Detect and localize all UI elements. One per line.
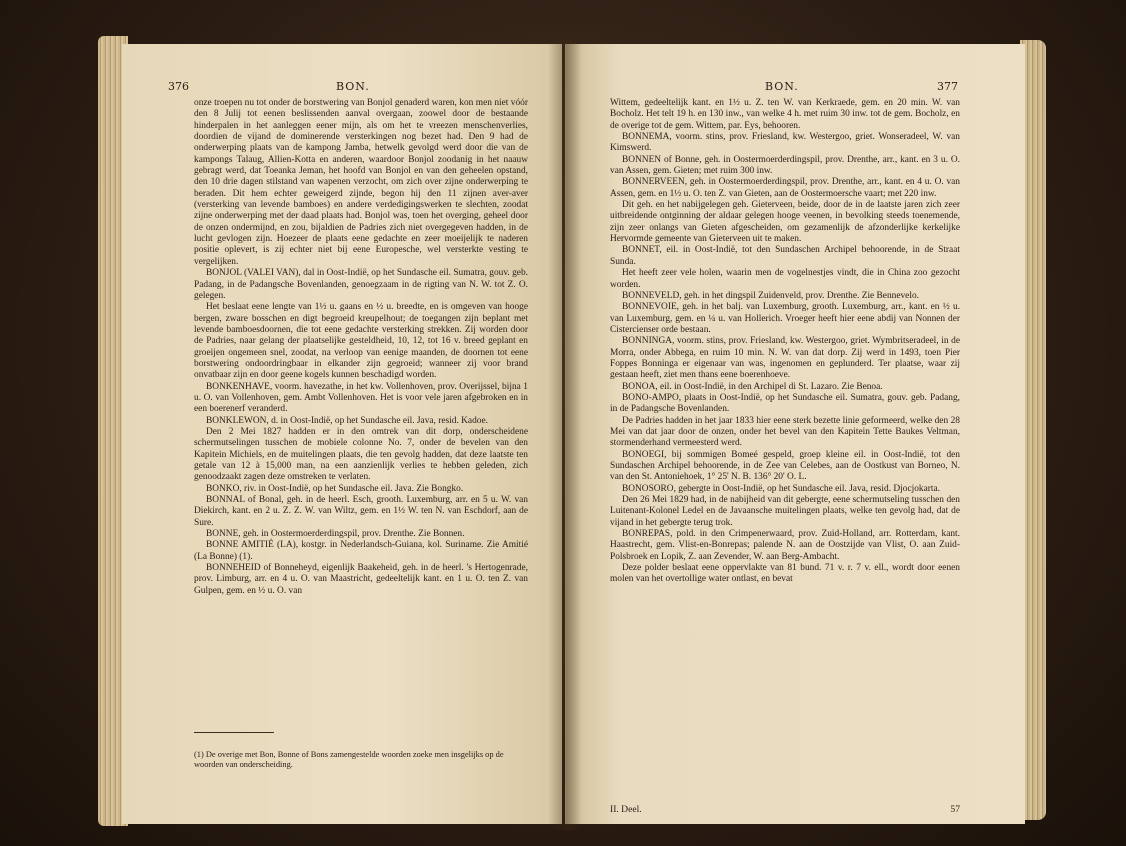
paragraph: BONNEVELD, geh. in het dingspil Zuidenveld, prov. Drenthe. Zie Bennevelo. — [622, 290, 919, 301]
paragraph: BONNE, geh. in Oostermoerderdingspil, prov. Drenthe. Zie Bonnen. — [206, 529, 465, 540]
paragraph: De Padries hadden in het jaar 1833 hier eene sterk bezette linie geformeerd, welke den 28 Mei van dat jaar door de onzen, onder het bevel van den Kapitein Tette Baukes Veltman, stormenderhand vermeesterd werd. — [610, 415, 960, 449]
paragraph: Het beslaat eene lengte van 1½ u. gaans en ½ u. breedte, en is omgeven van hooge bergen, zware bosschen en digt begroeid kreupelhout; de toegangen zijn beplant met levende bamboesdoornen, die tot eene gedachte versterking strekken. Zij worden door de Padries, naar gelang der plaatselijke gesteldheid, 10, 12, tot 16 v. breed geplant en groeijen ongemeen snel, zoodat, na verloop van eenige maanden, de doornen tot eene borstwering ondoordringbaar in elkander zijn gegroeid; wanneer zij voor brand onvatbaar zijn en door geene kogels kunnen beschadigd worden. — [194, 302, 528, 381]
right-page-number: 377 — [937, 80, 958, 93]
paragraph: BONNAL of Bonal, geh. in de heerl. Esch, grooth. Luxemburg, arr. en 5 u. W. van Diekirch, kant. en 2 u. Z. Z. W. van Wiltz, gem. en 1½ W. ten N. van Eschdorf, aan de Sure. — [194, 495, 528, 528]
right-page-body — [610, 98, 960, 586]
right-running-header — [565, 80, 1025, 96]
gathering-number: 57 — [950, 804, 960, 815]
paragraph: BONNINGA, voorm. stins, prov. Friesland, kw. Westergoo, griet. Wymbritseradeel, in de Morra, onder Abbega, en ruim 10 min. N. W. van dat dorp. Zij werd in 1493, toen Pier Foppes Bonninga er eigenaar van was, ingenomen en geplunderd. Ter plaatse, waar zij gestaan heeft, ziet men thans eene boerenhoeve. — [610, 336, 960, 381]
paragraph: BONO-AMPO, plaats in Oost-Indië, op het Sundasche eil. Sumatra, gouv. geb. Padang, in de Padangsche Bovenlanden. — [610, 392, 960, 415]
right-page — [565, 44, 1025, 824]
right-running-head: BON. — [765, 80, 799, 93]
paragraph: BONOEGI, bij sommigen Bomeé gespeld, groep kleine eil. in Oost-Indië, tot den Sundaschen Archipel behoorende, in de Zee van Celebes, aan de Oostkust van Borneo, N. van den St. Antoniehoek, 1° 25' N. B. 136° 20' O. L. — [610, 449, 960, 483]
paragraph: BONNEHEID of Bonneheyd, eigenlijk Baakeheid, geh. in de heerl. 's Hertogenrade, prov. Limburg, arr. en 4 u. O. van Maastricht, gedeeltelijk kant. en 1 u. O. ten Z. van Gulpen, gem. en ½ u. O. van — [194, 563, 528, 596]
footnote: (1) De overige met Bon, Bonne of Bons zamengestelde woorden zoeke men insgelijks op de woorden van onderscheiding. — [194, 750, 504, 769]
left-page — [122, 44, 562, 824]
paragraph: BONKENHAVE, voorm. havezathe, in het kw. Vollenhoven, prov. Overijssel, bijna 1 u. O. van Vollenhoven, gem. Ambt Vollenhoven. Het is voor vele jaren afgebroken en in een boerenerf veranderd. — [194, 381, 528, 415]
left-running-head: BON. — [336, 80, 370, 93]
paragraph: BONJOL (VALEI VAN), dal in Oost-Indië, op het Sundasche eil. Sumatra, gouv. geb. Padang, in de Padangsche Bovenlanden, genoegzaam in de rigting van N. W. tot Z. O. gelegen. — [194, 268, 528, 301]
left-running-header — [122, 80, 562, 96]
paragraph: BONNERVEEN, geh. in Oostermoerderdingspil, prov. Drenthe, arr., kant. en 4 u. O. van Assen, gem. en 1½ u. O. ten Z. van Gieten, aan de Oostermoersche vaart; met 220 inw. — [610, 177, 960, 199]
left-page-body — [194, 98, 528, 597]
paragraph: BONKO, riv. in Oost-Indië, op het Sundasche eil. Java. Zie Bongko. — [206, 483, 464, 494]
paragraph: Den 26 Mei 1829 had, in de nabijheid van dit gebergte, eene schermutseling tusschen den Luitenant-Kolonel Ledel en de Javaansche muitelingen plaats, welke ten gevolg had, dat de vijand in het gebergte terug trok. — [610, 495, 960, 528]
paragraph: BONNEVOIE, geh. in het balj. van Luxemburg, grooth. Luxemburg, arr., kant. en ½ u. van Luxemburg, gem. en ¼ u. van Hollerich. Vroeger heeft hier eene abdij van Nonnen der Cistercienser orde bestaan. — [610, 302, 960, 335]
paragraph: BONOSORO, gebergte in Oost-Indië, op het Sundasche eil. Java, resid. Djocjokarta. — [622, 483, 940, 494]
paragraph: Het heeft zeer vele holen, waarin men de vogelnestjes vindt, die in China zoo gezocht worden. — [610, 268, 960, 290]
paragraph: Den 2 Mei 1827 hadden er in den omtrek van dit dorp, onderscheidene schermutselingen tusschen de mobiele colonne No. 7, onder de bevelen van den Kapitein Michiels, en de muitelingen plaats, die ten gevolg hadden, dat deze laatste ten getale van 12 à 15,000 man, na een aanzienlijk verlies te hebben geleden, zich genoodzaakt zagen deze omstreken te verlaten. — [194, 426, 528, 483]
paragraph: Wittem, gedeeltelijk kant. en 1½ u. Z. ten W. van Kerkraede, gem. en 20 min. W. van Bocholz. Het telt 19 h. en 130 inw., van welke 4 h. met ruim 30 inw. tot de gem. Bocholz, en de overige tot de gem. Wittem, par. Eys, behooren. — [610, 98, 960, 131]
paragraph: BONNE AMITIÉ (LA), kostgr. in Nederlandsch-Guiana, kol. Suriname. Zie Amitié (La Bonne) (1). — [194, 540, 528, 562]
paragraph: BONOA, eil. in Oost-Indië, in den Archipel di St. Lazaro. Zie Benoa. — [622, 381, 883, 392]
paragraph: BONNEN of Bonne, geh. in Oostermoerderdingspil, prov. Drenthe, arr., kant. en 3 u. O. van Assen, gem. Gieten; met ruim 300 inw. — [610, 154, 960, 177]
paragraph: Dit geh. en het nabijgelegen geh. Gieterveen, beide, door de in de laatste jaren zich zeer uitbreidende ontginning der aldaar gelegen hooge veenen, in bevolking steeds toenemende, zijn zeer onlangs van Gieten afgescheiden, om gezamenlijk de afzonderlijke kerkelijke Hervormde gemeente van Gieterveen uit te maken. — [610, 200, 960, 245]
paragraph: onze troepen nu tot onder de borstwering van Bonjol genaderd waren, kon men niet vóór den 8 Julij tot eenen beslissenden aanval overgaan, zoowel door de bestaande hinderpalen in het aanleggen eener mijn, als om het te vreezen menschenverlies, doordien de vijand de dominerende versterkingen nog bezet had. Den 9 had de onderwerping plaats van de kampong Jamba, hetwelk gevolgd werd door die van de kampongs Talaug, Allien-Kotta en anderen, waardoor Bonjol zoodanig in het naauw gebragt werd, dat Toeanka Jeman, het hoofd van Bonjol en van den geheelen opstand, den 10 drie dagen stilstand van wapenen verzocht, om zich over zijne onderwerping te beraden. Dit hem echter geweigerd zijnde, begon hij den 11 zijnen aver-aver (versterking van levende bamboes) en andere verdedigingswerken te slechten, zoodat zijne onderwerping met der daad plaats had. Bonjol was, toen het overging, geheel door de onzen ondermijnd, en zou, bijaldien de Padries zich niet overgegeven hadden, in de lucht gevlogen zijn. Hoezeer de plaats eene gedachte en zeer moeijelijk te naderen positie oplevert, is zij echter niet bij eene Europesche, wel versterkte vesting te vergelijken. — [194, 98, 528, 267]
footnote-rule — [194, 732, 274, 733]
left-page-number: 376 — [168, 80, 189, 93]
volume-signature: II. Deel. — [610, 804, 642, 815]
book-gutter — [548, 40, 582, 830]
paragraph: BONREPAS, pold. in den Crimpenerwaard, prov. Zuid-Holland, arr. Rotterdam, kant. Haastrecht, gem. Vlist-en-Bonrepas; palende N. aan de Oostzijde van Vlist, O. aan Zuid-Polsbroek en Lopik, Z. aan Zevender, W. aan Berg-Ambacht. — [610, 529, 960, 562]
paragraph: BONKLEWON, d. in Oost-Indië, op het Sundasche eil. Java, resid. Kadoe. — [206, 415, 488, 426]
paragraph: BONNEMA, voorm. stins, prov. Friesland, kw. Westergoo, griet. Wonseradeel, W. van Kimswerd. — [610, 132, 960, 154]
paragraph: BONNET, eil. in Oost-Indië, tot den Sundaschen Archipel behoorende, in de Straat Sunda. — [610, 245, 960, 267]
paragraph: Deze polder beslaat eene oppervlakte van 81 bund. 71 v. r. 7 v. ell., wordt door eenen molen van het overtollige water ontlast, en bevat — [610, 563, 960, 585]
